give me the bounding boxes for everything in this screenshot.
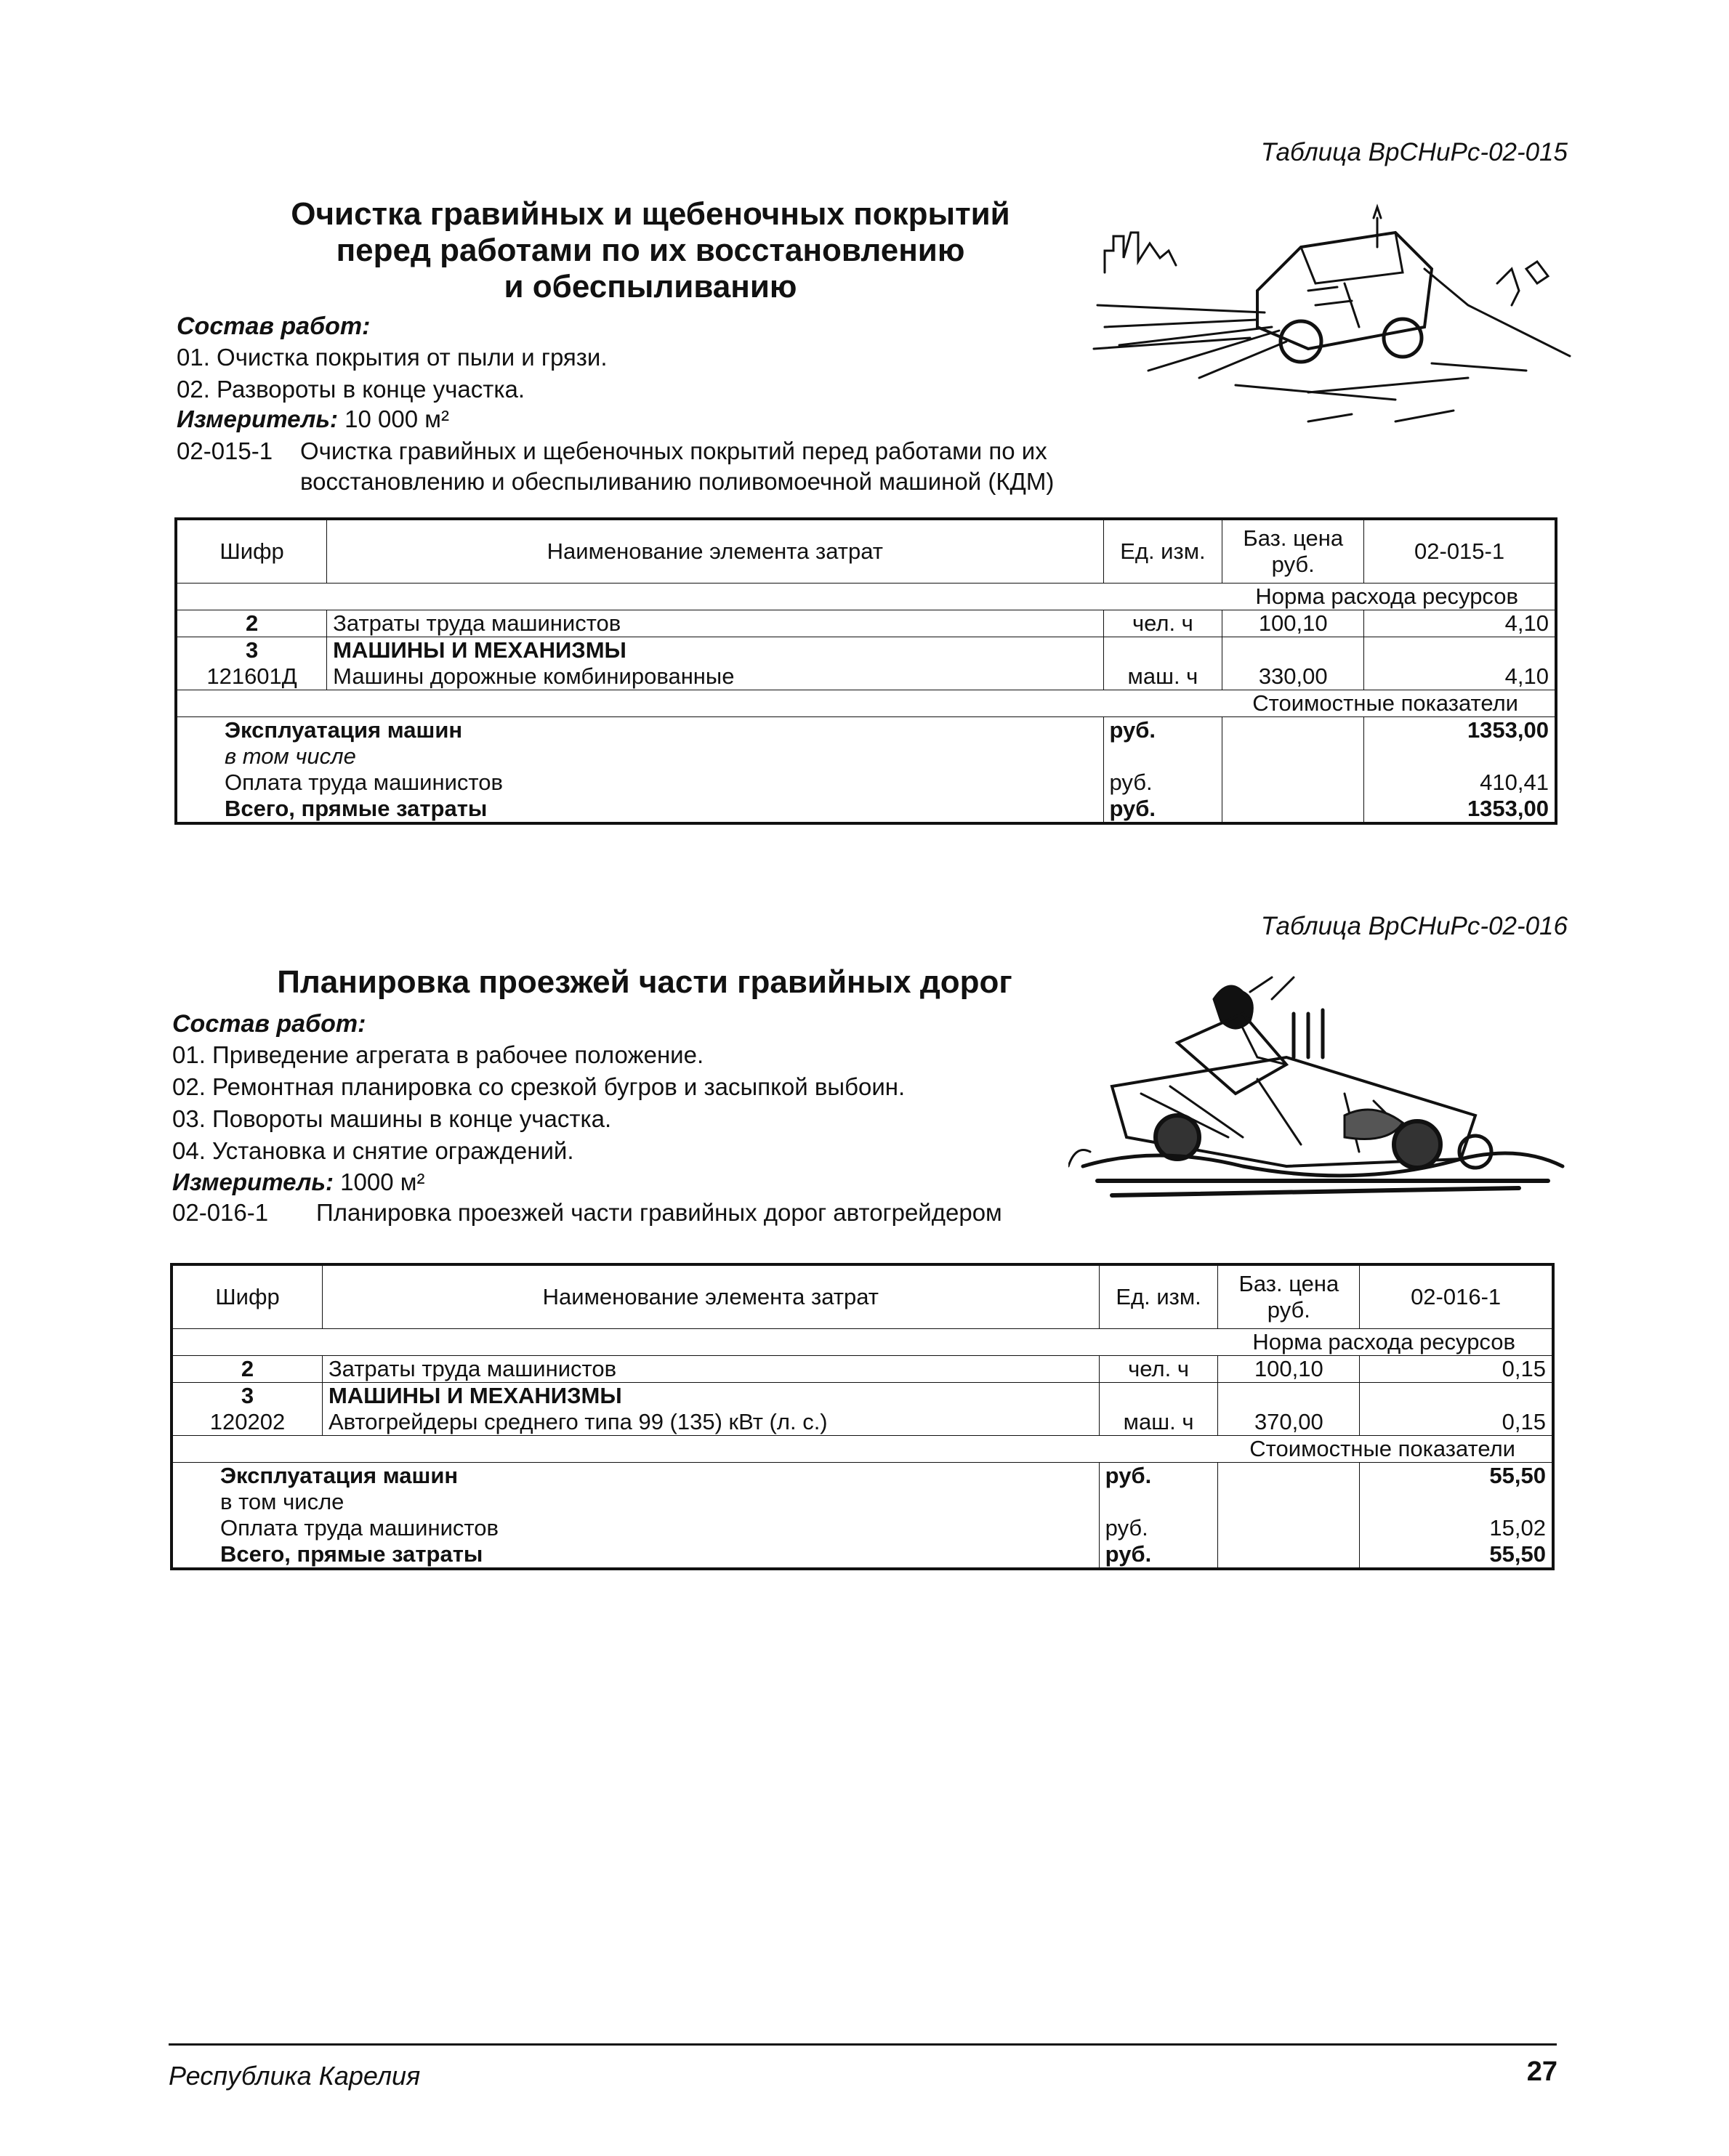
cost-value: 55,50 (1360, 1463, 1553, 1490)
row-code: 2 (176, 610, 327, 637)
table-row (172, 1515, 1553, 1541)
cost-unit: руб. (1103, 796, 1222, 823)
work-item: 04. Установка и снятие ограждений. (172, 1137, 574, 1164)
item-description (300, 436, 1054, 497)
item-code: 02-015-1 (177, 437, 273, 464)
table-row (176, 717, 1556, 744)
table-reference: Таблица ВрСНиРс-02-015 (1260, 138, 1568, 166)
row-unit: маш. ч (1103, 663, 1222, 690)
cost-value: 15,02 (1360, 1515, 1553, 1541)
table-header (176, 519, 1556, 584)
table-row (176, 796, 1556, 823)
item-description (316, 1198, 1002, 1228)
table-row (172, 1383, 1553, 1410)
cost-table-2 (170, 1263, 1555, 1570)
table-row (176, 584, 1556, 610)
measure (177, 405, 449, 433)
table-row (172, 1409, 1553, 1436)
row-name: Машины дорожные комбинированные (327, 663, 1103, 690)
cost-value: 410,41 (1364, 770, 1556, 796)
work-item: 02. Развороты в конце участка. (177, 376, 525, 403)
cost-name: в том числе (176, 743, 1103, 770)
header-unit: Ед. изм. (1099, 1264, 1218, 1329)
cost-name: Оплата труда машинистов (176, 770, 1103, 796)
cost-name: Всего, прямые затраты (172, 1541, 1099, 1569)
header-price (1222, 519, 1364, 584)
title-line: Очистка гравийных и щебеночных покрытий (291, 196, 1010, 232)
table-row (172, 1436, 1553, 1463)
header-column-code: 02-015-1 (1364, 519, 1556, 584)
header-code: Шифр (172, 1264, 322, 1329)
description-line: восстановлению и обеспыливанию поливомоечной машиной (КДМ) (300, 468, 1055, 495)
work-item: 02. Ремонтная планировка со срезкой бугров и засыпкой выбоин. (172, 1073, 906, 1100)
row-name: Затраты труда машинистов (322, 1356, 1099, 1383)
cost-name: Эксплуатация машин (176, 717, 1103, 744)
row-value: 0,15 (1360, 1409, 1553, 1436)
title-line: и обеспыливанию (504, 269, 797, 304)
price-line: руб. (1271, 552, 1315, 577)
measure-value: 1000 м² (340, 1168, 425, 1195)
row-value: 4,10 (1364, 610, 1556, 637)
item-code: 02-016-1 (172, 1199, 269, 1226)
cost-value: 1353,00 (1364, 796, 1556, 823)
row-code: 2 (172, 1356, 322, 1383)
grader-illustration (1068, 970, 1577, 1217)
header-code: Шифр (176, 519, 327, 584)
cost-unit: руб. (1099, 1541, 1218, 1569)
table-row (172, 1329, 1553, 1356)
table-row (176, 690, 1556, 717)
works-list (172, 1039, 905, 1167)
description-line: Планировка проезжей части гравийных дорог автогрейдером (316, 1199, 1002, 1226)
table-row (176, 637, 1556, 664)
row-value: 4,10 (1364, 663, 1556, 690)
row-code: 121601Д (176, 663, 327, 690)
work-item: 01. Приведение агрегата в рабочее положение. (172, 1041, 704, 1068)
work-item: 01. Очистка покрытия от пыли и грязи. (177, 344, 608, 371)
table-reference: Таблица ВрСНиРс-02-016 (1260, 912, 1568, 940)
footer-region: Республика Карелия (169, 2061, 421, 2091)
header-name: Наименование элемента затрат (327, 519, 1103, 584)
table-row (176, 663, 1556, 690)
cost-caption: Стоимостные показатели (176, 690, 1556, 717)
sostav-label: Состав работ: (177, 312, 371, 340)
row-price: 370,00 (1218, 1409, 1360, 1436)
row-name: Затраты труда машинистов (327, 610, 1103, 637)
header-price (1218, 1264, 1360, 1329)
cost-table-1 (174, 517, 1557, 825)
row-code: 3 (176, 637, 327, 664)
cost-unit: руб. (1103, 717, 1222, 744)
section-title (172, 964, 1117, 1001)
title-line: перед работами по их восстановлению (336, 233, 965, 268)
table-row (172, 1463, 1553, 1490)
row-unit: чел. ч (1099, 1356, 1218, 1383)
measure-value: 10 000 м² (344, 405, 449, 432)
footer-divider (169, 2043, 1557, 2046)
table-header (172, 1264, 1553, 1329)
description-line: Очистка гравийных и щебеночных покрытий перед работами по их (300, 437, 1047, 464)
cost-name: в том числе (172, 1489, 1099, 1515)
works-list (177, 342, 608, 405)
row-name: Автогрейдеры среднего типа 99 (135) кВт (л. с.) (322, 1409, 1099, 1436)
cost-value: 55,50 (1360, 1541, 1553, 1569)
norm-caption: Норма расхода ресурсов (172, 1329, 1553, 1356)
row-code: 3 (172, 1383, 322, 1410)
table-row (176, 610, 1556, 637)
table-row (172, 1489, 1553, 1515)
row-price: 100,10 (1222, 610, 1364, 637)
header-column-code: 02-016-1 (1360, 1264, 1553, 1329)
table-row (172, 1541, 1553, 1569)
row-name: МАШИНЫ И МЕХАНИЗМЫ (322, 1383, 1099, 1410)
cost-caption: Стоимостные показатели (172, 1436, 1553, 1463)
measure-label: Измеритель: (177, 405, 338, 432)
table-row (172, 1356, 1553, 1383)
sostav-label: Состав работ: (172, 1010, 366, 1038)
sweeper-truck-illustration (1090, 203, 1584, 429)
row-name: МАШИНЫ И МЕХАНИЗМЫ (327, 637, 1103, 664)
row-code: 120202 (172, 1409, 322, 1436)
row-unit: маш. ч (1099, 1409, 1218, 1436)
table-row (176, 770, 1556, 796)
page-number: 27 (1526, 2056, 1557, 2087)
cost-unit: руб. (1099, 1463, 1218, 1490)
header-name: Наименование элемента затрат (322, 1264, 1099, 1329)
cost-unit: руб. (1099, 1515, 1218, 1541)
title-line: Планировка проезжей части гравийных дорог (277, 964, 1012, 1000)
row-value: 0,15 (1360, 1356, 1553, 1383)
row-unit: чел. ч (1103, 610, 1222, 637)
measure-label: Измеритель: (172, 1168, 334, 1195)
cost-name: Всего, прямые затраты (176, 796, 1103, 823)
row-price: 330,00 (1222, 663, 1364, 690)
section-title (211, 196, 1090, 305)
measure (172, 1168, 424, 1196)
price-line: Баз. цена (1238, 1271, 1339, 1296)
cost-name: Оплата труда машинистов (172, 1515, 1099, 1541)
row-price: 100,10 (1218, 1356, 1360, 1383)
norm-caption: Норма расхода ресурсов (176, 584, 1556, 610)
table-row (176, 743, 1556, 770)
price-line: руб. (1267, 1297, 1310, 1323)
work-item: 03. Повороты машины в конце участка. (172, 1105, 612, 1132)
price-line: Баз. цена (1243, 525, 1344, 551)
cost-unit: руб. (1103, 770, 1222, 796)
cost-value: 1353,00 (1364, 717, 1556, 744)
cost-name: Эксплуатация машин (172, 1463, 1099, 1490)
header-unit: Ед. изм. (1103, 519, 1222, 584)
